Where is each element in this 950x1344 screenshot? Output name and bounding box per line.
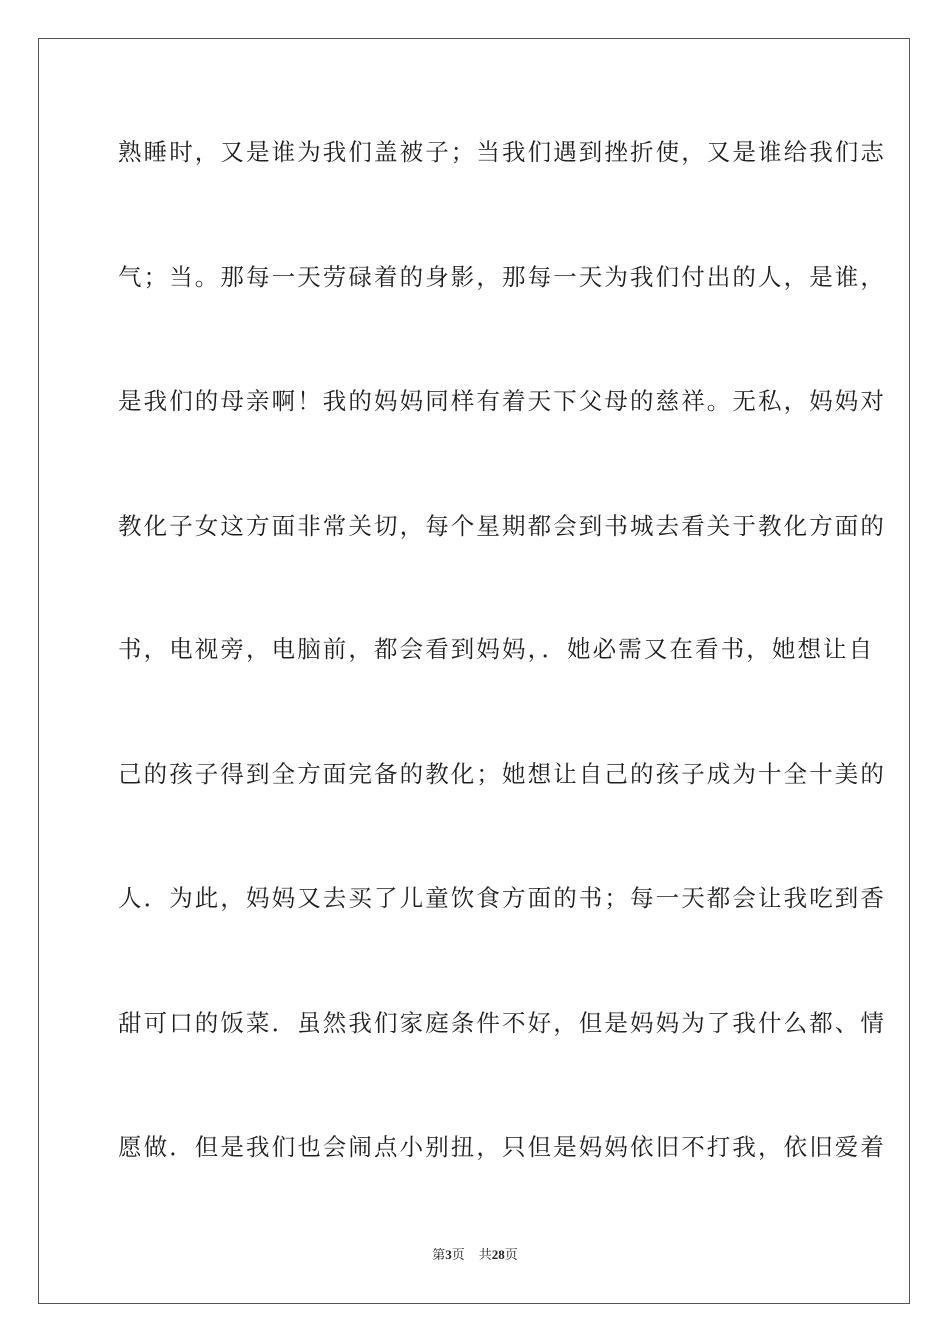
total-suffix: 页 [504,1248,518,1263]
page-footer [0,1246,950,1265]
page-prefix: 第 [432,1248,446,1263]
body-text-line-8: 甜可口的饭菜．虽然我们家庭条件不好，但是妈妈为了我什么都、情 [118,1009,886,1037]
total-prefix: 共 [478,1248,492,1263]
page-border [38,38,910,1304]
body-text-line-2: 气；当。那每一天劳碌着的身影，那每一天为我们付出的人，是谁， [118,263,886,291]
body-text-line-5: 书，电视旁，电脑前，都会看到妈妈，．她必需又在看书，她想让自 [118,635,875,663]
total-pages: 28 [491,1247,505,1262]
page-number: 3 [445,1247,452,1262]
body-text-line-6: 己的孩子得到全方面完备的教化；她想让自己的孩子成为十全十美的 [118,760,886,788]
page-suffix: 页 [451,1248,465,1263]
body-text-line-3: 是我们的母亲啊！我的妈妈同样有着天下父母的慈祥。无私，妈妈对 [118,387,886,415]
body-text-line-7: 人．为此，妈妈又去买了儿童饮食方面的书；每一天都会让我吃到香 [118,884,886,912]
body-text-line-9: 愿做．但是我们也会闹点小别扭，只但是妈妈依旧不打我，依旧爱着 [118,1133,886,1161]
body-text-line-1: 熟睡时，又是谁为我们盖被子；当我们遇到挫折使，又是谁给我们志 [118,138,886,166]
body-text-line-4: 教化子女这方面非常关切，每个星期都会到书城去看关于教化方面的 [118,512,886,540]
